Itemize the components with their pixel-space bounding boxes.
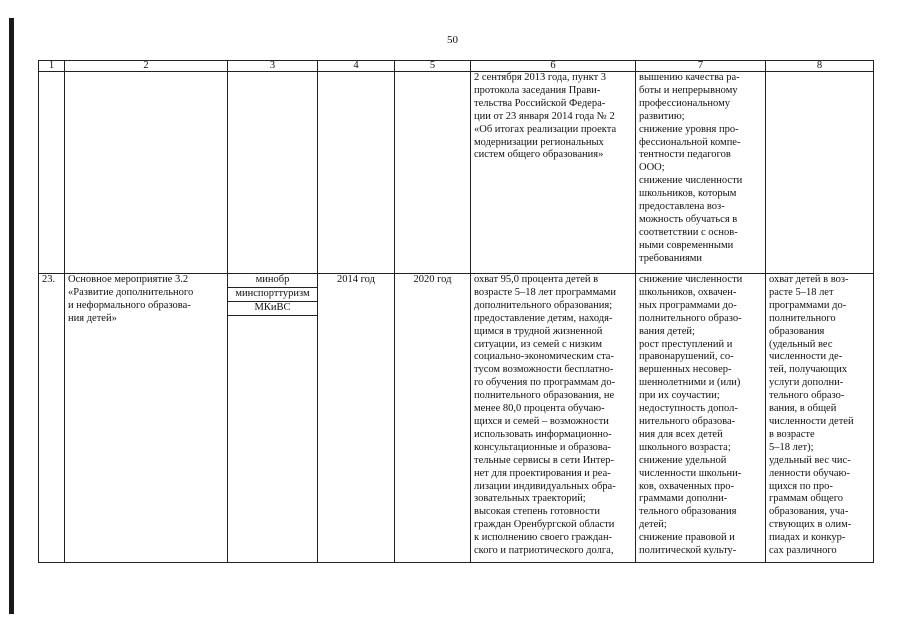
text-line: 5–18 лет);	[769, 441, 814, 453]
executor-item: минобр	[228, 274, 317, 288]
text-line: ствующих в олим-	[769, 519, 852, 531]
text-line: менее 80,0 процента обучаю-	[474, 403, 605, 415]
row2-start-cell: 2014 год	[318, 274, 395, 563]
text-line: ния для всех детей	[639, 428, 723, 440]
text-line: полнительного образования, не	[474, 390, 615, 402]
table-row	[39, 72, 874, 274]
measures-table	[38, 60, 874, 563]
binding-bar	[9, 18, 14, 614]
row1-measure-cell	[65, 72, 228, 274]
text-line: охват 95,0 процента детей в	[474, 274, 599, 285]
text-line: образования, уча-	[769, 506, 849, 518]
text-line: го обучения по программам до-	[474, 377, 616, 389]
text-line: социально-экономическим ста-	[474, 351, 614, 363]
text-line: ными современными	[639, 239, 734, 251]
row1-end-cell	[395, 72, 471, 274]
text-line: (удельный вес	[769, 338, 833, 350]
text-line: профессиональному	[639, 97, 730, 109]
text-line: программами до-	[769, 299, 847, 311]
text-line: протокола заседания Прави-	[474, 84, 601, 96]
text-line: пиадах и конкур-	[769, 532, 846, 544]
text-line: тельного образования	[639, 506, 737, 518]
text-line: образования	[769, 325, 825, 337]
text-line: систем общего образования»	[474, 149, 604, 161]
col-header-7: 7	[636, 61, 766, 72]
col-header-5: 5	[395, 61, 471, 72]
text-line: соответствии с основ-	[639, 226, 738, 238]
row2-indicator-cell	[766, 274, 874, 563]
text-line: высокая степень готовности	[474, 506, 601, 518]
text-line: тельства Российской Федера-	[474, 97, 606, 109]
text-line: полнительного	[769, 312, 836, 324]
text-line: снижение численности	[639, 274, 743, 285]
text-line: граммами дополни-	[639, 493, 728, 505]
text-line: боты и непрерывному	[639, 84, 738, 96]
text-line: щимся в трудной жизненной	[474, 325, 603, 337]
text-line: модернизации региональных	[474, 136, 604, 148]
text-line: и неформального образова-	[68, 299, 191, 311]
text-line: тельного образо-	[769, 390, 845, 402]
text-line: ных программами до-	[639, 299, 737, 311]
row2-end-cell: 2020 год	[395, 274, 471, 563]
text-line: тентности педагогов	[639, 149, 731, 161]
text-line: снижение численности	[639, 175, 743, 187]
text-line: охват детей в воз-	[769, 274, 849, 285]
executor-item: минспорттуризм	[228, 288, 317, 302]
col-header-6: 6	[471, 61, 636, 72]
text-line: численности школьни-	[639, 467, 742, 479]
text-line: снижение удельной	[639, 454, 727, 466]
column-header-row	[39, 61, 874, 72]
text-line: рост преступлений и	[639, 338, 733, 350]
text-line: политической культу-	[639, 545, 737, 557]
text-line: тельные сервисы в сети Интер-	[474, 454, 614, 466]
text-line: недоступность допол-	[639, 403, 738, 415]
text-line: тей, получающих	[769, 364, 848, 376]
text-line: граммам общего	[769, 493, 843, 505]
text-line: школьников, охвачен-	[639, 286, 737, 298]
text-line: ООО;	[639, 162, 665, 174]
col-header-2: 2	[65, 61, 228, 72]
text-line: консультационные и образова-	[474, 441, 611, 453]
text-line: школьного возраста;	[639, 441, 731, 453]
text-line: развитию;	[639, 110, 685, 122]
text-line: школьников, которым	[639, 188, 737, 200]
text-line: ленности обучаю-	[769, 467, 850, 479]
text-line: ситуации, из семей с низким	[474, 338, 603, 350]
text-line: удельный вес чис-	[769, 454, 851, 466]
row1-consequences-cell	[636, 72, 766, 274]
text-line: к исполнению своего граждан-	[474, 532, 613, 544]
text-line: Основное мероприятие 3.2	[68, 274, 189, 285]
col-header-1: 1	[39, 61, 65, 72]
text-line: численности де-	[769, 351, 843, 363]
text-line: нительного образова-	[639, 415, 736, 427]
text-line: в возрасте	[769, 428, 815, 440]
text-line: численности детей	[769, 415, 854, 427]
text-line: ков, охваченных про-	[639, 480, 735, 492]
text-line: предоставлена воз-	[639, 201, 725, 213]
text-line: правонарушений, со-	[639, 351, 734, 363]
text-line: ции от 23 января 2014 года № 2	[474, 110, 615, 122]
row1-executor-cell	[228, 72, 318, 274]
row2-num-cell: 23.	[39, 274, 65, 563]
row1-result-cell	[471, 72, 636, 274]
text-line: использовать информационно-	[474, 428, 612, 440]
text-line: возрасте 5–18 лет программами	[474, 286, 616, 298]
text-line: шеннолетними и (или)	[639, 377, 741, 389]
text-line: можность обучаться в	[639, 213, 738, 225]
text-line: сах различного	[769, 545, 837, 557]
text-line: полнительного образо-	[639, 312, 742, 324]
text-line: нет для проектирования и реа-	[474, 467, 611, 479]
text-line: требованиями	[639, 252, 703, 264]
text-line: тусом возможности бесплатно-	[474, 364, 614, 376]
text-line: вания, в общей	[769, 403, 837, 415]
row1-num-cell	[39, 72, 65, 274]
text-line: зовательных траекторий;	[474, 493, 586, 505]
text-line: предоставление детям, находя-	[474, 312, 613, 324]
text-line: ского и патриотического долга,	[474, 545, 614, 557]
text-line: фессиональной компе-	[639, 136, 741, 148]
text-line: детей;	[639, 519, 667, 531]
text-line: лизации индивидуальных обра-	[474, 480, 616, 492]
col-header-4: 4	[318, 61, 395, 72]
text-line: 2 сентября 2013 года, пункт 3	[474, 72, 607, 83]
row2-executor-cell	[228, 274, 318, 563]
text-line: расте 5–18 лет	[769, 286, 834, 298]
text-line: вания детей;	[639, 325, 695, 337]
row2-measure-cell	[65, 274, 228, 563]
text-line: «Развитие дополнительного	[68, 286, 194, 298]
text-line: при их соучастии;	[639, 390, 720, 402]
table-row	[39, 274, 874, 563]
text-line: снижение уровня про-	[639, 123, 739, 135]
text-line: вершенных несовер-	[639, 364, 732, 376]
text-line: щихся по про-	[769, 480, 833, 492]
text-line: вышению качества ра-	[639, 72, 740, 83]
row2-consequences-cell	[636, 274, 766, 563]
row1-indicator-cell	[766, 72, 874, 274]
text-line: ния детей»	[68, 312, 117, 324]
text-line: снижение правовой и	[639, 532, 735, 544]
row1-start-cell	[318, 72, 395, 274]
text-line: граждан Оренбургской области	[474, 519, 615, 531]
col-header-3: 3	[228, 61, 318, 72]
text-line: щихся и семей – возможности	[474, 415, 609, 427]
executor-item: МКиВС	[228, 302, 317, 316]
text-line: «Об итогах реализации проекта	[474, 123, 617, 135]
row2-result-cell	[471, 274, 636, 563]
page-number: 50	[447, 34, 458, 46]
text-line: услуги дополни-	[769, 377, 844, 389]
col-header-8: 8	[766, 61, 874, 72]
text-line: дополнительного образования;	[474, 299, 613, 311]
